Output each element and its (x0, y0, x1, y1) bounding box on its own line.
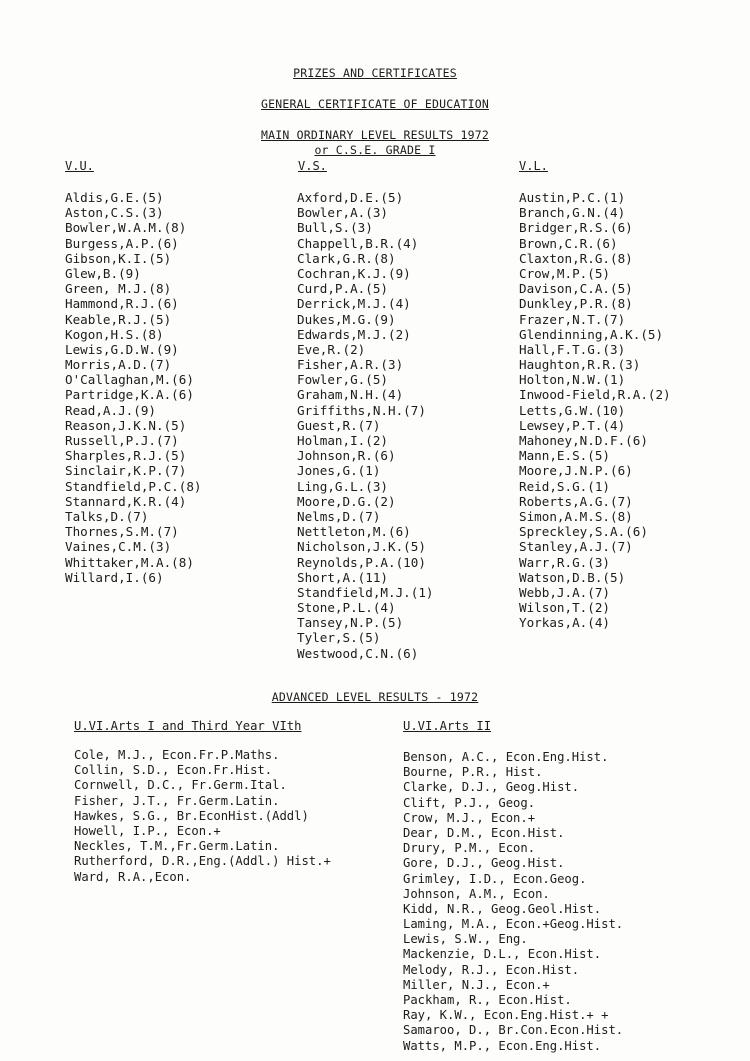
result-entry: Holton,N.W.(1) (519, 372, 626, 388)
result-entry: Reynolds,P.A.(10) (297, 554, 426, 570)
result-entry: Short,A.(11) (297, 569, 388, 585)
result-entry: Roberts,A.G.(7) (519, 493, 633, 509)
advanced-result-entry: Watts, M.P., Econ.Eng.Hist. (403, 1038, 602, 1053)
result-entry: Warr,R.G.(3) (519, 554, 610, 570)
result-entry: Austin,P.C.(1) (519, 190, 626, 205)
advanced-result-entry: Dear, D.M., Econ.Hist. (403, 825, 565, 840)
result-entry: Kogon,H.S.(8) (65, 326, 164, 342)
column-heading-vl: V.L. (519, 159, 548, 173)
advanced-result-entry: Neckles, T.M.,Fr.Germ.Latin. (74, 839, 280, 854)
result-entry: Fisher,A.R.(3) (297, 357, 404, 373)
result-entry: Burgess,A.P.(6) (65, 235, 179, 251)
result-entry: Lewsey,P.T.(4) (519, 417, 626, 433)
prizes-heading: PRIZES AND CERTIFICATES (293, 66, 457, 80)
column-heading-vu: V.U. (65, 159, 94, 173)
result-entry: Willard,I.(6) (65, 569, 164, 585)
result-entry: Bridger,R.S.(6) (519, 220, 633, 236)
result-entry: Claxton,R.G.(8) (519, 250, 633, 266)
arts-one-results-list (74, 748, 331, 885)
result-entry: Jones,G.(1) (297, 463, 381, 479)
result-entry: Standfield,P.C.(8) (65, 478, 202, 494)
result-entry: Watson,D.B.(5) (519, 569, 626, 585)
result-entry: O'Callaghan,M.(6) (65, 372, 194, 388)
advanced-result-entry: Howell, I.P., Econ.+ (74, 823, 221, 838)
result-entry: Green, M.J.(8) (65, 281, 172, 297)
result-entry: Russell,P.J.(7) (65, 433, 179, 448)
advanced-result-entry: Cornwell, D.C., Fr.Germ.Ital. (74, 778, 287, 793)
advanced-result-entry: Packham, R., Econ.Hist. (403, 993, 572, 1007)
arts-two-results-list (403, 750, 623, 1054)
result-entry: Aldis,G.E.(5) (65, 190, 164, 205)
result-entry: Edwards,M.J.(2) (297, 326, 411, 342)
vl-results-list (519, 190, 671, 630)
result-entry: Glendinning,A.K.(5) (519, 326, 664, 342)
result-entry: Griffiths,N.H.(7) (297, 402, 426, 418)
result-entry: Fowler,G.(5) (297, 372, 388, 388)
advanced-result-entry: Drury, P.M., Econ. (403, 841, 536, 856)
result-entry: Chappell,B.R.(4) (297, 235, 419, 251)
result-entry: Crow,M.P.(5) (519, 265, 610, 281)
advanced-result-entry: Lewis, S.W., Eng. (403, 932, 528, 947)
result-entry: Lewis,G.D.W.(9) (65, 341, 179, 357)
result-entry: Ling,G.L.(3) (297, 478, 388, 494)
result-entry: Axford,D.E.(5) (297, 190, 404, 205)
result-entry: Davison,C.A.(5) (519, 281, 633, 297)
result-entry: Glew,B.(9) (65, 265, 141, 281)
advanced-result-entry: Benson, A.C., Econ.Eng.Hist. (403, 750, 609, 764)
result-entry: Simon,A.M.S.(8) (519, 508, 633, 524)
result-entry: Keable,R.J.(5) (65, 311, 172, 327)
result-entry: Yorkas,A.(4) (519, 615, 610, 631)
result-entry: Stone,P.L.(4) (297, 600, 396, 616)
result-entry: Spreckley,S.A.(6) (519, 524, 648, 540)
result-entry: Curd,P.A.(5) (297, 281, 388, 297)
result-entry: Eve,R.(2) (297, 341, 366, 357)
result-entry: Mahoney,N.D.F.(6) (519, 433, 648, 448)
result-entry: Partridge,K.A.(6) (65, 387, 194, 403)
result-entry: Thornes,S.M.(7) (65, 524, 179, 540)
result-entry: Haughton,R.R.(3) (519, 357, 641, 373)
advanced-result-entry: Clarke, D.J., Geog.Hist. (403, 780, 580, 795)
result-entry: Hammond,R.J.(6) (65, 296, 179, 312)
advanced-result-entry: Miller, N.J., Econ.+ (403, 977, 550, 992)
result-entry: Hall,F.T.G.(3) (519, 341, 626, 357)
vs-results-list (297, 190, 433, 661)
result-entry: Moore,J.N.P.(6) (519, 463, 633, 479)
column-heading-vs: V.S. (298, 159, 327, 173)
result-entry: Brown,C.R.(6) (519, 235, 618, 251)
advanced-result-entry: Ward, R.A.,Econ. (74, 869, 192, 884)
result-entry: Sinclair,K.P.(7) (65, 463, 187, 479)
result-entry: Nettleton,M.(6) (297, 524, 411, 540)
advanced-result-entry: Fisher, J.T., Fr.Germ.Latin. (74, 793, 280, 808)
advanced-result-entry: Johnson, A.M., Econ. (403, 886, 550, 901)
result-entry: Bowler,A.(3) (297, 205, 388, 221)
result-entry: Webb,J.A.(7) (519, 584, 610, 600)
advanced-result-entry: Rutherford, D.R.,Eng.(Addl.) Hist.+ (74, 854, 331, 869)
result-entry: Cochran,K.J.(9) (297, 265, 411, 281)
cse-grade-heading: or C.S.E. GRADE I (314, 143, 436, 157)
result-entry: Inwood-Field,R.A.(2) (519, 387, 671, 403)
advanced-result-entry: Kidd, N.R., Geog.Geol.Hist. (403, 901, 602, 916)
advanced-result-entry: Laming, M.A., Econ.+Geog.Hist. (403, 917, 624, 932)
result-entry: Stanley,A.J.(7) (519, 539, 633, 555)
advanced-result-entry: Hawkes, S.G., Br.EconHist.(Addl) (74, 808, 309, 823)
result-entry: Read,A.J.(9) (65, 402, 156, 418)
result-entry: Graham,N.H.(4) (297, 387, 404, 403)
result-entry: Clark,G.R.(8) (297, 250, 396, 266)
result-entry: Vaines,C.M.(3) (65, 539, 172, 555)
advanced-result-entry: Collin, S.D., Econ.Fr.Hist. (74, 763, 273, 778)
result-entry: Derrick,M.J.(4) (297, 296, 411, 312)
result-entry: Branch,G.N.(4) (519, 205, 626, 221)
result-entry: Aston,C.S.(3) (65, 205, 164, 221)
result-entry: Talks,D.(7) (65, 508, 149, 524)
result-entry: Westwood,C.N.(6) (297, 645, 419, 661)
result-entry: Wilson,T.(2) (519, 600, 610, 616)
result-entry: Morris,A.D.(7) (65, 357, 172, 373)
result-entry: Nelms,D.(7) (297, 508, 381, 524)
result-entry: Stannard,K.R.(4) (65, 493, 187, 509)
advanced-result-entry: Grimley, I.D., Econ.Geog. (403, 871, 587, 886)
result-entry: Moore,D.G.(2) (297, 493, 396, 509)
advanced-result-entry: Bourne, P.R., Hist. (403, 765, 543, 780)
advanced-result-entry: Samaroo, D., Br.Con.Econ.Hist. (403, 1023, 624, 1038)
result-entry: Bull,S.(3) (297, 220, 373, 236)
result-entry: Reid,S.G.(1) (519, 478, 610, 494)
advanced-result-entry: Gore, D.J., Geog.Hist. (403, 856, 565, 871)
advanced-result-entry: Mackenzie, D.L., Econ.Hist. (403, 947, 602, 962)
arts-two-heading: U.VI.Arts II (403, 719, 492, 733)
result-entry: Whittaker,M.A.(8) (65, 554, 194, 570)
result-entry: Dukes,M.G.(9) (297, 311, 396, 327)
result-entry: Sharples,R.J.(5) (65, 448, 187, 464)
advanced-result-entry: Ray, K.W., Econ.Eng.Hist.+ + (403, 1008, 609, 1023)
arts-one-heading: U.VI.Arts I and Third Year VIth (74, 719, 302, 733)
result-entry: Tyler,S.(5) (297, 630, 381, 646)
ordinary-level-heading: MAIN ORDINARY LEVEL RESULTS 1972 (261, 128, 489, 142)
result-entry: Gibson,K.I.(5) (65, 250, 172, 266)
advanced-result-entry: Melody, R.J., Econ.Hist. (403, 962, 580, 977)
result-entry: Standfield,M.J.(1) (297, 584, 434, 600)
result-entry: Frazer,N.T.(7) (519, 311, 626, 327)
result-entry: Reason,J.K.N.(5) (65, 417, 187, 433)
advanced-result-entry: Cole, M.J., Econ.Fr.P.Maths. (74, 748, 280, 762)
advanced-result-entry: Clift, P.J., Geog. (403, 795, 536, 810)
advanced-level-heading: ADVANCED LEVEL RESULTS - 1972 (271, 690, 479, 704)
result-entry: Nicholson,J.K.(5) (297, 539, 426, 555)
result-entry: Johnson,R.(6) (297, 448, 396, 464)
result-entry: Letts,G.W.(10) (519, 402, 626, 418)
gce-heading: GENERAL CERTIFICATE OF EDUCATION (261, 97, 489, 111)
result-entry: Bowler,W.A.M.(8) (65, 220, 187, 236)
advanced-result-entry: Crow, M.J., Econ.+ (403, 810, 536, 825)
result-entry: Dunkley,P.R.(8) (519, 296, 633, 312)
result-entry: Mann,E.S.(5) (519, 448, 610, 464)
vu-results-list (65, 190, 201, 585)
result-entry: Holman,I.(2) (297, 433, 388, 448)
result-entry: Tansey,N.P.(5) (297, 615, 404, 631)
result-entry: Guest,R.(7) (297, 417, 381, 433)
